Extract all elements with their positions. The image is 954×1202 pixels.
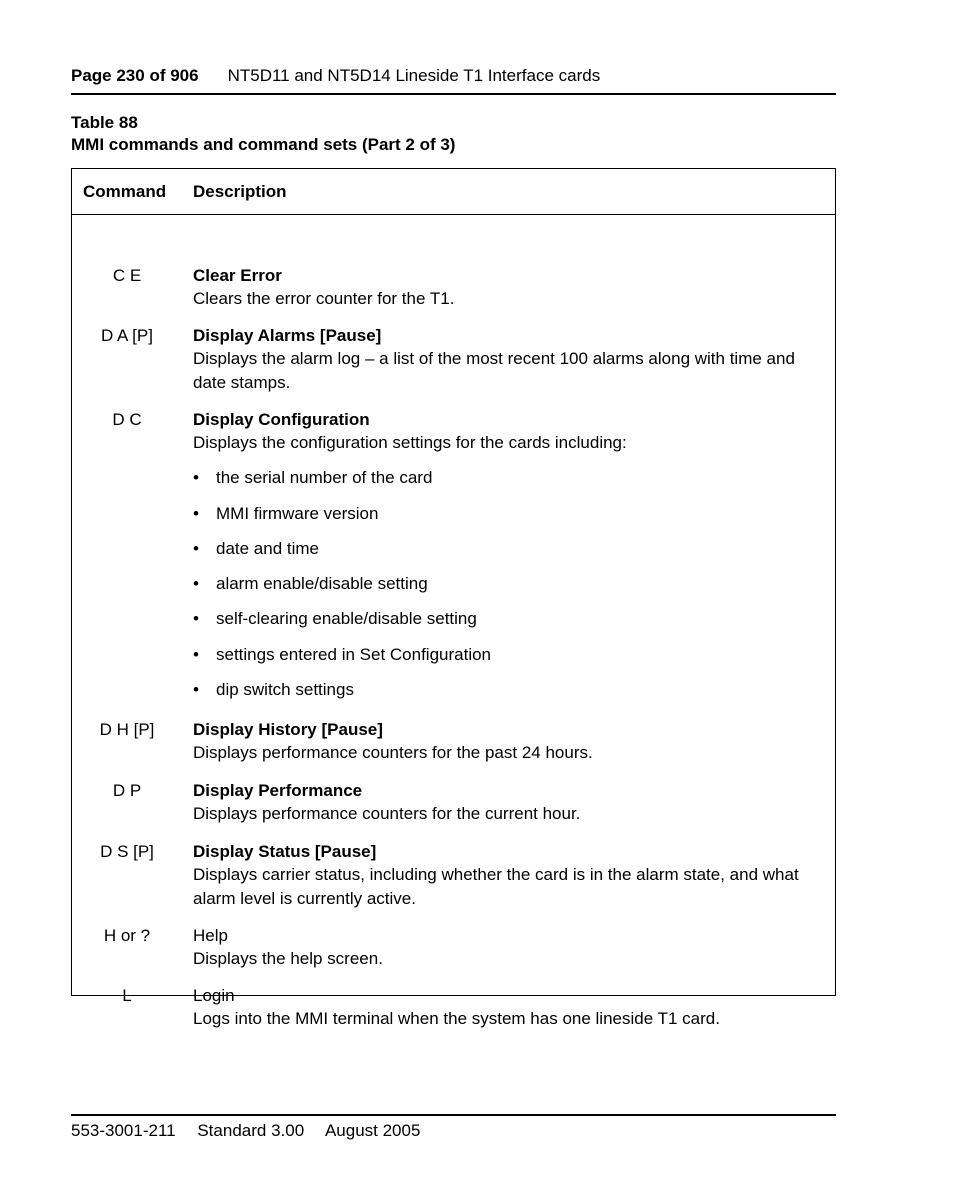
command-cell: D C [112,409,142,429]
table-number: Table 88 [71,113,138,132]
description-cell [182,324,835,395]
command-description: Displays the configuration settings for the cards including: [193,433,627,452]
page-header [71,64,836,95]
table-row [72,324,835,395]
description-cell [182,984,835,1031]
document-title: NT5D11 and NT5D14 Lineside T1 Interface cards [227,66,601,85]
list-item-text: dip switch settings [216,680,354,700]
publication-date: August 2005 [324,1121,421,1140]
description-cell [182,924,835,971]
bullet-icon: • [193,538,199,558]
command-name: Display History [Pause] [193,719,383,739]
list-item [193,607,825,631]
list-item-text: the serial number of the card [216,468,433,488]
command-name: Display Performance [193,780,363,800]
description-cell [182,840,835,911]
command-name: Display Status [Pause] [193,841,377,861]
table-row [72,408,835,702]
description-cell [182,264,835,311]
description-cell [182,779,835,826]
command-cell: D S [P] [100,841,154,861]
command-name: Display Configuration [193,409,370,429]
list-item-text: self-clearing enable/disable setting [216,609,477,629]
list-item-text: date and time [216,538,320,558]
list-item-text: alarm enable/disable setting [216,574,428,594]
table-row [72,779,835,826]
command-cell: C E [112,265,142,285]
list-item [193,572,825,596]
list-item [193,678,825,702]
list-item [193,643,825,667]
table-header [72,169,835,215]
command-cell: D A [P] [101,325,153,345]
page-number: Page 230 of 906 [71,66,199,85]
table-row [72,984,835,1031]
list-item [193,537,825,561]
bullet-icon: • [193,644,199,664]
command-name: Help [193,925,228,945]
bullet-list [193,466,825,701]
command-description: Displays the alarm log – a list of the most recent 100 alarms along with time and date stamps. [193,349,795,392]
command-description: Displays carrier status, including whether the card is in the alarm state, and what alarm level is currently active. [193,865,799,908]
table-title: MMI commands and command sets (Part 2 of 3) [71,135,456,154]
command-description: Displays performance counters for the past 24 hours. [193,743,593,762]
command-description: Clears the error counter for the T1. [193,289,455,308]
command-description: Logs into the MMI terminal when the system has one lineside T1 card. [193,1009,720,1028]
header-description: Description [193,181,287,201]
command-cell: D H [P] [99,719,155,739]
bullet-icon: • [193,503,199,523]
table-row [72,264,835,311]
bullet-icon: • [193,680,199,700]
commands-table [71,168,836,1028]
command-cell: L [122,985,132,1005]
doc-number: 553-3001-211 [71,1121,176,1140]
command-name: Display Alarms [Pause] [193,325,382,345]
description-cell [182,408,835,702]
command-cell: H or ? [103,925,151,945]
table-row [72,718,835,765]
table-row [72,924,835,971]
list-item [193,466,825,490]
page-footer [71,1114,836,1143]
list-item [193,502,825,526]
table-row [72,840,835,911]
command-description: Displays performance counters for the current hour. [193,804,581,823]
list-item-text: MMI firmware version [216,503,379,523]
command-description: Displays the help screen. [193,949,383,968]
bullet-icon: • [193,609,199,629]
list-item-text: settings entered in Set Configuration [216,644,492,664]
standard-version: Standard 3.00 [197,1121,305,1140]
command-cell: D P [112,780,142,800]
table-caption [71,112,455,156]
bullet-icon: • [193,468,199,488]
bullet-icon: • [193,574,199,594]
description-cell [182,718,835,765]
header-command: Command [83,181,167,201]
command-name: Clear Error [193,265,282,285]
command-name: Login [193,985,235,1005]
